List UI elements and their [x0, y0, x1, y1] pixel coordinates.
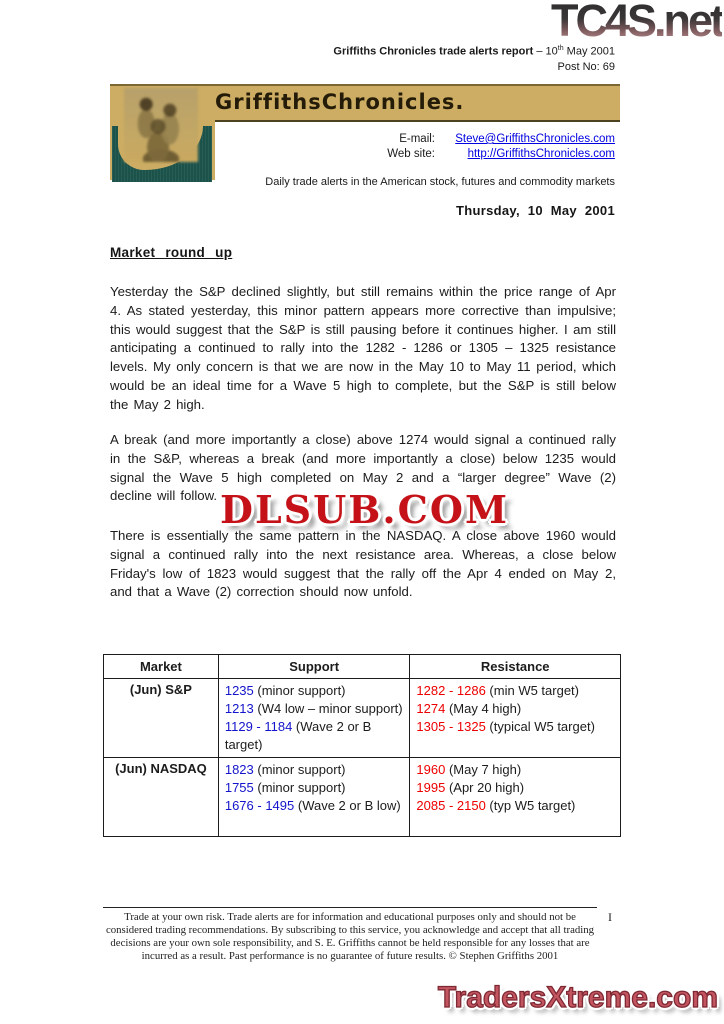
- banner-title: GriffithsChronicles.: [215, 90, 465, 114]
- report-date: Thursday, 10 May 2001: [456, 203, 615, 218]
- col-header-resistance: Resistance: [410, 655, 621, 679]
- support-cell: [218, 758, 410, 837]
- market-cell: (Jun) NASDAQ: [104, 758, 219, 837]
- support-line: 1129 - 1184 (Wave 2 or B target): [224, 719, 372, 752]
- website-link[interactable]: http://GriffithsChronicles.com: [467, 148, 615, 160]
- resistance-line: 1960 (May 7 high): [416, 762, 522, 777]
- support-line: 1823 (minor support): [224, 762, 346, 777]
- table-row-nasdaq: [104, 758, 621, 837]
- email-row: [387, 132, 615, 147]
- tagline: Daily trade alerts in the American stock, futures and commodity markets: [265, 176, 615, 188]
- traders-photo: [124, 88, 198, 162]
- resistance-cell: [410, 758, 621, 837]
- post-number: Post No: 69: [557, 60, 615, 73]
- resistance-cell: [410, 679, 621, 758]
- resistance-line: 1274 (May 4 high): [416, 701, 522, 716]
- paragraph-sp-levels: A break (and more importantly a close) above 1274 would signal a continued rally in the S&P, whereas a break (and more importantly a close) below 1235 would signal the Wave 5 high completed on May 2 and a “larger degree” Wave (2) decline will follow.: [110, 432, 616, 504]
- disclaimer-text: Trade at your own risk. Trade alerts are for information and educational purposes only and should not be considered trading recommendations. By subscribing to this service, you acknowledge and accept that all trading decisions are your own sole responsibility, and S. E. Griffiths cannot be held responsible for any losses that are incurred as a result. Past performance is no guarantee of future results. © Stephen Griffiths 2001: [105, 911, 595, 962]
- support-cell: [218, 679, 410, 758]
- report-title-line: Griffiths Chronicles trade alerts report – 10th May 2001: [333, 45, 615, 58]
- footer-divider: [103, 907, 597, 908]
- resistance-line: 1995 (Apr 20 high): [416, 780, 525, 795]
- email-label: E-mail:: [399, 133, 435, 145]
- dlsub-watermark: DLSUB.COM: [220, 487, 510, 532]
- banner-left-art: [110, 84, 215, 180]
- tradersxtreme-watermark-logo: TradersXtreme.com: [437, 981, 718, 1014]
- support-line: 1755 (minor support): [224, 780, 346, 795]
- resistance-line: 1305 - 1325 (typical W5 target): [416, 719, 595, 734]
- email-link[interactable]: Steve@GriffithsChronicles.com: [455, 133, 615, 145]
- table-header-row: [104, 655, 621, 679]
- resistance-line: 2085 - 2150 (typ W5 target): [416, 798, 576, 813]
- support-line: [225, 815, 404, 833]
- support-line: 1213 (W4 low – minor support): [224, 701, 403, 716]
- contact-block: [387, 132, 615, 162]
- tc4s-watermark-logo: TC4S.net: [550, 0, 722, 46]
- support-resistance-table: [103, 654, 621, 837]
- website-label: Web site:: [387, 148, 435, 160]
- paragraph-nasdaq: There is essentially the same pattern in the NASDAQ. A close above 1960 would signal a continued rally into the next resistance area. Whereas, a close below Friday's low of 1823 would suggest that the rally off the Apr 4 ended on May 2, and that a Wave (2) correction should now unfold.: [110, 528, 616, 600]
- market-cell: (Jun) S&P: [104, 679, 219, 758]
- support-line: 1235 (minor support): [224, 683, 346, 698]
- website-row: [387, 147, 615, 162]
- support-line: 1676 - 1495 (Wave 2 or B low): [224, 798, 401, 813]
- resistance-line: 1282 - 1286 (min W5 target): [416, 683, 579, 698]
- report-header: [333, 41, 615, 75]
- page-number: I: [608, 910, 612, 924]
- paragraph-sp-roundup: Yesterday the S&P declined slightly, but still remains within the price range of Apr 4. As stated yesterday, this minor pattern appears more corrective than impulsive; this would suggest that the S&P is still pausing before it continues higher. I am still anticipating a continued to rally into the 1282 - 1286 or 1305 – 1325 resistance levels. My only concern is that we are now in the May 10 to May 11 period, which would be an ideal time for a Wave 5 high to complete, but the S&P is still below the May 2 high.: [110, 284, 616, 412]
- table-row-sp: [104, 679, 621, 758]
- report-title: Griffiths Chronicles trade alerts report: [333, 45, 534, 58]
- col-header-market: Market: [104, 655, 219, 679]
- col-header-support: Support: [218, 655, 410, 679]
- section-heading: Market round up: [110, 245, 233, 260]
